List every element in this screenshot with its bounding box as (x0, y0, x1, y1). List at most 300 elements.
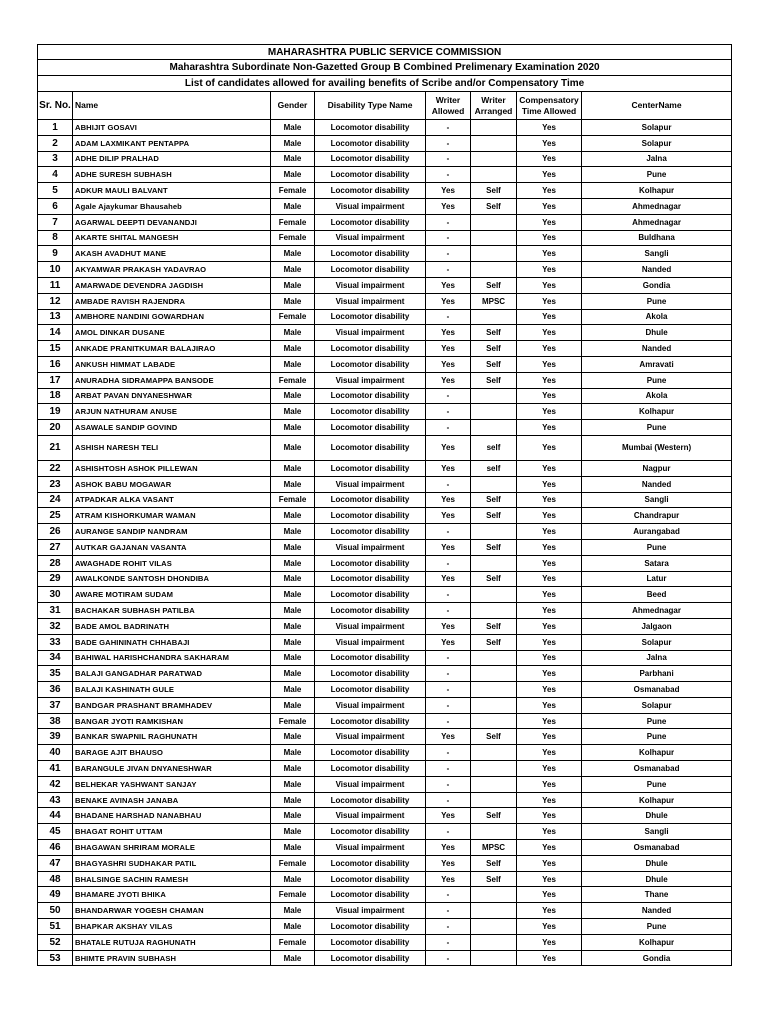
gender-cell: Male (271, 198, 315, 214)
disability-cell: Locomotor disability (315, 745, 426, 761)
compensatory-time-cell: Yes (517, 555, 582, 571)
table-row (38, 356, 732, 372)
writer-arranged-cell: Self (471, 634, 517, 650)
name-cell: BHAMARE JYOTI BHIKA (73, 887, 271, 903)
writer-arranged-cell (471, 666, 517, 682)
writer-allowed-cell: - (426, 135, 471, 151)
gender-cell: Male (271, 634, 315, 650)
sr-no-cell: 1 (38, 120, 73, 136)
writer-arranged-cell (471, 587, 517, 603)
disability-cell: Locomotor disability (315, 792, 426, 808)
compensatory-time-cell: Yes (517, 198, 582, 214)
sr-no-cell: 10 (38, 262, 73, 278)
writer-allowed-cell: Yes (426, 183, 471, 199)
writer-allowed-cell: - (426, 713, 471, 729)
table-row (38, 713, 732, 729)
gender-cell: Female (271, 934, 315, 950)
writer-arranged-cell: Self (471, 571, 517, 587)
disability-cell: Locomotor disability (315, 855, 426, 871)
disability-cell: Locomotor disability (315, 309, 426, 325)
disability-cell: Locomotor disability (315, 934, 426, 950)
gender-cell: Male (271, 476, 315, 492)
writer-arranged-cell (471, 792, 517, 808)
name-cell: AURANGE SANDIP NANDRAM (73, 524, 271, 540)
list-title: List of candidates allowed for availing benefits of Scribe and/or Compensatory Time (38, 76, 732, 92)
name-cell: BANGAR JYOTI RAMKISHAN (73, 713, 271, 729)
compensatory-time-cell: Yes (517, 151, 582, 167)
center-cell: Osmanabad (582, 761, 732, 777)
writer-arranged-cell (471, 420, 517, 436)
writer-arranged-cell: Self (471, 855, 517, 871)
writer-allowed-cell: - (426, 745, 471, 761)
writer-allowed-cell: Yes (426, 492, 471, 508)
sr-no-cell: 45 (38, 824, 73, 840)
name-cell: BADE AMOL BADRINATH (73, 618, 271, 634)
disability-cell: Locomotor disability (315, 388, 426, 404)
table-row (38, 761, 732, 777)
writer-allowed-cell: - (426, 524, 471, 540)
disability-cell: Locomotor disability (315, 183, 426, 199)
writer-arranged-cell: Self (471, 808, 517, 824)
disability-cell: Locomotor disability (315, 824, 426, 840)
table-row (38, 887, 732, 903)
disability-cell: Locomotor disability (315, 650, 426, 666)
gender-cell: Male (271, 776, 315, 792)
center-cell: Ahmednagar (582, 198, 732, 214)
disability-cell: Locomotor disability (315, 871, 426, 887)
center-cell: Thane (582, 887, 732, 903)
table-row (38, 682, 732, 698)
gender-cell: Male (271, 120, 315, 136)
center-cell: Kolhapur (582, 745, 732, 761)
center-cell: Kolhapur (582, 792, 732, 808)
name-cell: AMBADE RAVISH RAJENDRA (73, 293, 271, 309)
table-row (38, 230, 732, 246)
disability-cell: Locomotor disability (315, 341, 426, 357)
table-row (38, 840, 732, 856)
name-cell: ATRAM KISHORKUMAR WAMAN (73, 508, 271, 524)
sr-no-cell: 37 (38, 697, 73, 713)
compensatory-time-cell: Yes (517, 666, 582, 682)
writer-arranged-cell: Self (471, 871, 517, 887)
compensatory-time-cell: Yes (517, 824, 582, 840)
compensatory-time-cell: Yes (517, 404, 582, 420)
writer-allowed-cell: Yes (426, 435, 471, 460)
name-cell: ADHE SURESH SUBHASH (73, 167, 271, 183)
sr-no-cell: 14 (38, 325, 73, 341)
compensatory-time-cell: Yes (517, 120, 582, 136)
table-row (38, 460, 732, 476)
table-row (38, 524, 732, 540)
sr-no-cell: 18 (38, 388, 73, 404)
center-cell: Pune (582, 420, 732, 436)
writer-arranged-cell (471, 603, 517, 619)
writer-allowed-cell: - (426, 903, 471, 919)
compensatory-time-cell: Yes (517, 603, 582, 619)
writer-arranged-cell (471, 309, 517, 325)
gender-cell: Male (271, 919, 315, 935)
sr-no-cell: 51 (38, 919, 73, 935)
gender-cell: Male (271, 682, 315, 698)
disability-cell: Locomotor disability (315, 571, 426, 587)
writer-allowed-cell: - (426, 404, 471, 420)
table-row (38, 435, 732, 460)
gender-cell: Male (271, 356, 315, 372)
compensatory-time-cell: Yes (517, 230, 582, 246)
name-cell: ATPADKAR ALKA VASANT (73, 492, 271, 508)
writer-allowed-cell: - (426, 792, 471, 808)
name-cell: AMARWADE DEVENDRA JAGDISH (73, 277, 271, 293)
table-row (38, 293, 732, 309)
table-row (38, 492, 732, 508)
center-cell: Pune (582, 539, 732, 555)
center-cell: Solapur (582, 634, 732, 650)
header-center: CenterName (582, 92, 732, 120)
writer-allowed-cell: Yes (426, 539, 471, 555)
table-row (38, 824, 732, 840)
table-row (38, 372, 732, 388)
name-cell: ARJUN NATHURAM ANUSE (73, 404, 271, 420)
name-cell: AKASH AVADHUT MANE (73, 246, 271, 262)
sr-no-cell: 43 (38, 792, 73, 808)
compensatory-time-cell: Yes (517, 325, 582, 341)
compensatory-time-cell: Yes (517, 697, 582, 713)
compensatory-time-cell: Yes (517, 476, 582, 492)
gender-cell: Male (271, 325, 315, 341)
gender-cell: Male (271, 950, 315, 966)
gender-cell: Male (271, 666, 315, 682)
gender-cell: Male (271, 524, 315, 540)
writer-arranged-cell (471, 151, 517, 167)
disability-cell: Locomotor disability (315, 120, 426, 136)
name-cell: BARAGE AJIT BHAUSO (73, 745, 271, 761)
table-row (38, 151, 732, 167)
writer-allowed-cell: Yes (426, 356, 471, 372)
table-row (38, 855, 732, 871)
writer-allowed-cell: Yes (426, 571, 471, 587)
name-cell: BHAGAWAN SHRIRAM MORALE (73, 840, 271, 856)
writer-allowed-cell: Yes (426, 855, 471, 871)
writer-arranged-cell: Self (471, 198, 517, 214)
writer-allowed-cell: Yes (426, 634, 471, 650)
compensatory-time-cell: Yes (517, 246, 582, 262)
name-cell: ANKUSH HIMMAT LABADE (73, 356, 271, 372)
gender-cell: Female (271, 183, 315, 199)
writer-arranged-cell: MPSC (471, 293, 517, 309)
compensatory-time-cell: Yes (517, 634, 582, 650)
compensatory-time-cell: Yes (517, 871, 582, 887)
sr-no-cell: 11 (38, 277, 73, 293)
writer-allowed-cell: - (426, 214, 471, 230)
gender-cell: Male (271, 571, 315, 587)
header-gender: Gender (271, 92, 315, 120)
column-header-row (38, 92, 732, 120)
compensatory-time-cell: Yes (517, 492, 582, 508)
sr-no-cell: 32 (38, 618, 73, 634)
writer-allowed-cell: - (426, 887, 471, 903)
name-cell: AUTKAR GAJANAN VASANTA (73, 539, 271, 555)
writer-arranged-cell (471, 919, 517, 935)
writer-arranged-cell (471, 214, 517, 230)
writer-arranged-cell (471, 135, 517, 151)
table-row (38, 476, 732, 492)
table-row (38, 919, 732, 935)
writer-allowed-cell: - (426, 682, 471, 698)
sr-no-cell: 3 (38, 151, 73, 167)
table-row (38, 903, 732, 919)
gender-cell: Female (271, 309, 315, 325)
sr-no-cell: 48 (38, 871, 73, 887)
writer-allowed-cell: - (426, 603, 471, 619)
disability-cell: Visual impairment (315, 293, 426, 309)
writer-arranged-cell: Self (471, 508, 517, 524)
table-row (38, 745, 732, 761)
name-cell: BANKAR SWAPNIL RAGHUNATH (73, 729, 271, 745)
compensatory-time-cell: Yes (517, 855, 582, 871)
disability-cell: Locomotor disability (315, 666, 426, 682)
sr-no-cell: 23 (38, 476, 73, 492)
compensatory-time-cell: Yes (517, 840, 582, 856)
sr-no-cell: 29 (38, 571, 73, 587)
writer-allowed-cell: - (426, 697, 471, 713)
gender-cell: Male (271, 404, 315, 420)
table-row (38, 555, 732, 571)
disability-cell: Visual impairment (315, 325, 426, 341)
writer-allowed-cell: Yes (426, 618, 471, 634)
sr-no-cell: 17 (38, 372, 73, 388)
writer-arranged-cell: Self (471, 539, 517, 555)
gender-cell: Male (271, 246, 315, 262)
writer-allowed-cell: Yes (426, 341, 471, 357)
compensatory-time-cell: Yes (517, 277, 582, 293)
table-row (38, 934, 732, 950)
name-cell: BACHAKAR SUBHASH PATILBA (73, 603, 271, 619)
sr-no-cell: 39 (38, 729, 73, 745)
compensatory-time-cell: Yes (517, 135, 582, 151)
sr-no-cell: 42 (38, 776, 73, 792)
sr-no-cell: 40 (38, 745, 73, 761)
writer-allowed-cell: - (426, 650, 471, 666)
center-cell: Kolhapur (582, 183, 732, 199)
writer-allowed-cell: - (426, 246, 471, 262)
table-row (38, 341, 732, 357)
compensatory-time-cell: Yes (517, 388, 582, 404)
writer-allowed-cell: - (426, 476, 471, 492)
center-cell: Aurangabad (582, 524, 732, 540)
center-cell: Pune (582, 293, 732, 309)
writer-arranged-cell: Self (471, 492, 517, 508)
name-cell: ABHIJIT GOSAVI (73, 120, 271, 136)
gender-cell: Female (271, 855, 315, 871)
compensatory-time-cell: Yes (517, 460, 582, 476)
writer-allowed-cell: Yes (426, 325, 471, 341)
writer-arranged-cell: Self (471, 183, 517, 199)
name-cell: AKARTE SHITAL MANGESH (73, 230, 271, 246)
center-cell: Sangli (582, 492, 732, 508)
center-cell: Chandrapur (582, 508, 732, 524)
writer-arranged-cell: Self (471, 277, 517, 293)
gender-cell: Female (271, 372, 315, 388)
sr-no-cell: 13 (38, 309, 73, 325)
writer-allowed-cell: - (426, 167, 471, 183)
name-cell: BHAPKAR AKSHAY VILAS (73, 919, 271, 935)
name-cell: BHIMTE PRAVIN SUBHASH (73, 950, 271, 966)
writer-arranged-cell (471, 476, 517, 492)
sr-no-cell: 47 (38, 855, 73, 871)
compensatory-time-cell: Yes (517, 745, 582, 761)
center-cell: Dhule (582, 871, 732, 887)
disability-cell: Locomotor disability (315, 167, 426, 183)
gender-cell: Female (271, 230, 315, 246)
center-cell: Nagpur (582, 460, 732, 476)
sr-no-cell: 8 (38, 230, 73, 246)
gender-cell: Male (271, 729, 315, 745)
center-cell: Beed (582, 587, 732, 603)
sr-no-cell: 36 (38, 682, 73, 698)
name-cell: ASHOK BABU MOGAWAR (73, 476, 271, 492)
sr-no-cell: 20 (38, 420, 73, 436)
header-disability: Disability Type Name (315, 92, 426, 120)
writer-arranged-cell: Self (471, 325, 517, 341)
table-row (38, 571, 732, 587)
compensatory-time-cell: Yes (517, 293, 582, 309)
writer-allowed-cell: Yes (426, 198, 471, 214)
compensatory-time-cell: Yes (517, 356, 582, 372)
center-cell: Solapur (582, 697, 732, 713)
disability-cell: Locomotor disability (315, 420, 426, 436)
writer-allowed-cell: - (426, 230, 471, 246)
gender-cell: Male (271, 167, 315, 183)
compensatory-time-cell: Yes (517, 167, 582, 183)
name-cell: BALAJI GANGADHAR PARATWAD (73, 666, 271, 682)
sr-no-cell: 30 (38, 587, 73, 603)
writer-arranged-cell: MPSC (471, 840, 517, 856)
name-cell: ANURADHA SIDRAMAPPA BANSODE (73, 372, 271, 388)
sr-no-cell: 27 (38, 539, 73, 555)
table-row (38, 508, 732, 524)
sr-no-cell: 24 (38, 492, 73, 508)
name-cell: BHATALE RUTUJA RAGHUNATH (73, 934, 271, 950)
table-row (38, 634, 732, 650)
name-cell: BHAGAT ROHIT UTTAM (73, 824, 271, 840)
candidates-table (37, 44, 732, 966)
name-cell: ADAM LAXMIKANT PENTAPPA (73, 135, 271, 151)
compensatory-time-cell: Yes (517, 682, 582, 698)
gender-cell: Male (271, 618, 315, 634)
name-cell: BHALSINGE SACHIN RAMESH (73, 871, 271, 887)
writer-allowed-cell: - (426, 587, 471, 603)
name-cell: ASAWALE SANDIP GOVIND (73, 420, 271, 436)
center-cell: Pune (582, 729, 732, 745)
compensatory-time-cell: Yes (517, 934, 582, 950)
sr-no-cell: 7 (38, 214, 73, 230)
disability-cell: Visual impairment (315, 476, 426, 492)
writer-arranged-cell (471, 761, 517, 777)
center-cell: Pune (582, 919, 732, 935)
center-cell: Solapur (582, 135, 732, 151)
center-cell: Ahmednagar (582, 214, 732, 230)
sr-no-cell: 38 (38, 713, 73, 729)
center-cell: Pune (582, 372, 732, 388)
center-cell: Nanded (582, 341, 732, 357)
gender-cell: Male (271, 420, 315, 436)
name-cell: AMOL DINKAR DUSANE (73, 325, 271, 341)
disability-cell: Locomotor disability (315, 135, 426, 151)
compensatory-time-cell: Yes (517, 808, 582, 824)
commission-title: MAHARASHTRA PUBLIC SERVICE COMMISSION (38, 45, 732, 60)
table-row (38, 309, 732, 325)
sr-no-cell: 53 (38, 950, 73, 966)
compensatory-time-cell: Yes (517, 420, 582, 436)
sr-no-cell: 19 (38, 404, 73, 420)
writer-allowed-cell: Yes (426, 808, 471, 824)
gender-cell: Male (271, 587, 315, 603)
center-cell: Mumbai (Western) (582, 435, 732, 460)
name-cell: BALAJI KASHINATH GULE (73, 682, 271, 698)
disability-cell: Visual impairment (315, 372, 426, 388)
disability-cell: Locomotor disability (315, 887, 426, 903)
sr-no-cell: 49 (38, 887, 73, 903)
disability-cell: Locomotor disability (315, 460, 426, 476)
writer-arranged-cell (471, 120, 517, 136)
disability-cell: Visual impairment (315, 539, 426, 555)
center-cell: Nanded (582, 903, 732, 919)
center-cell: Sangli (582, 246, 732, 262)
writer-arranged-cell (471, 650, 517, 666)
compensatory-time-cell: Yes (517, 887, 582, 903)
sr-no-cell: 28 (38, 555, 73, 571)
writer-arranged-cell (471, 903, 517, 919)
table-row (38, 792, 732, 808)
disability-cell: Locomotor disability (315, 246, 426, 262)
gender-cell: Male (271, 539, 315, 555)
table-row (38, 277, 732, 293)
table-row (38, 666, 732, 682)
writer-allowed-cell: - (426, 761, 471, 777)
name-cell: AWAGHADE ROHIT VILAS (73, 555, 271, 571)
gender-cell: Male (271, 460, 315, 476)
sr-no-cell: 34 (38, 650, 73, 666)
writer-arranged-cell (471, 745, 517, 761)
table-row (38, 950, 732, 966)
center-cell: Kolhapur (582, 934, 732, 950)
table-row (38, 871, 732, 887)
header-writer-allowed: Writer Allowed (426, 92, 471, 120)
gender-cell: Male (271, 871, 315, 887)
table-row (38, 214, 732, 230)
disability-cell: Locomotor disability (315, 404, 426, 420)
center-cell: Satara (582, 555, 732, 571)
writer-allowed-cell: - (426, 555, 471, 571)
sr-no-cell: 35 (38, 666, 73, 682)
writer-arranged-cell: self (471, 460, 517, 476)
compensatory-time-cell: Yes (517, 713, 582, 729)
header-writer-arranged: Writer Arranged (471, 92, 517, 120)
writer-allowed-cell: - (426, 309, 471, 325)
sr-no-cell: 41 (38, 761, 73, 777)
center-cell: Jalna (582, 151, 732, 167)
sr-no-cell: 4 (38, 167, 73, 183)
compensatory-time-cell: Yes (517, 729, 582, 745)
sr-no-cell: 9 (38, 246, 73, 262)
sr-no-cell: 5 (38, 183, 73, 199)
writer-arranged-cell (471, 167, 517, 183)
sr-no-cell: 46 (38, 840, 73, 856)
writer-arranged-cell (471, 246, 517, 262)
name-cell: AWALKONDE SANTOSH DHONDIBA (73, 571, 271, 587)
disability-cell: Visual impairment (315, 618, 426, 634)
name-cell: ARBAT PAVAN DNYANESHWAR (73, 388, 271, 404)
